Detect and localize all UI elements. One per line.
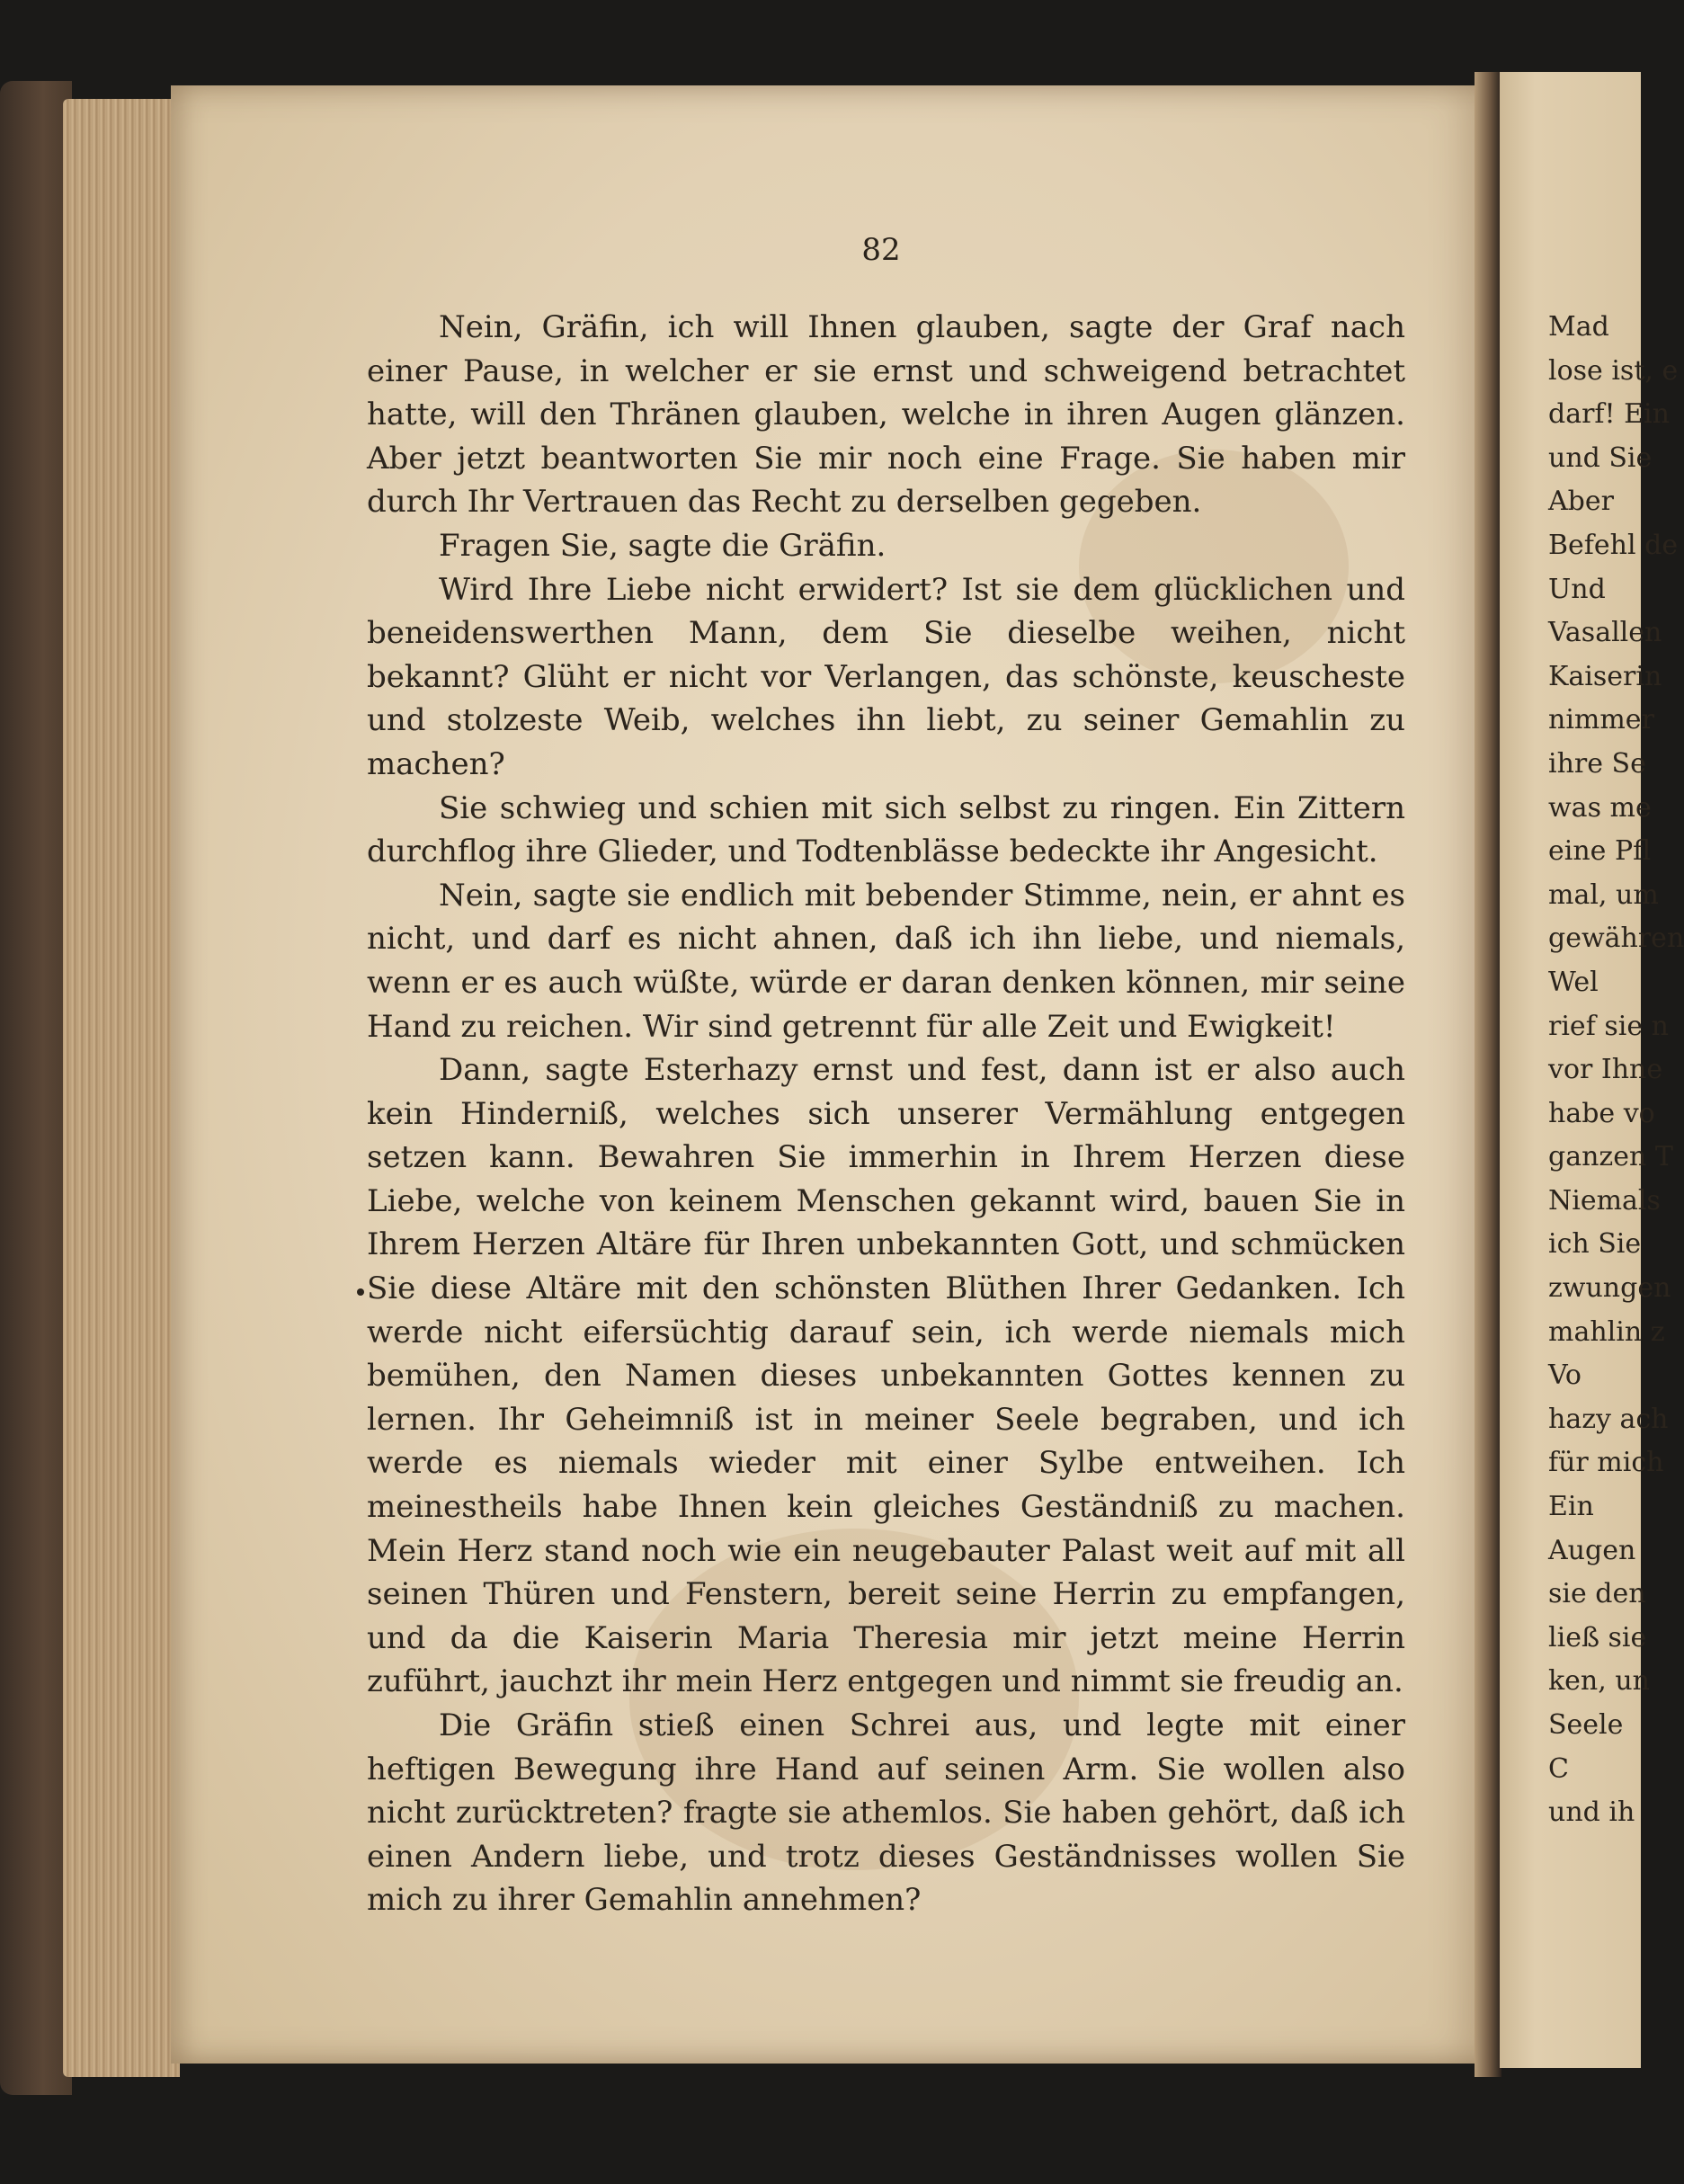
- paragraph: Sie schwieg und schien mit sich selbst zu ringen. Ein Zittern durchflog ihre Glieder, und Todtenblässe bedeckte ihr Angesicht.: [367, 789, 1405, 870]
- facing-page-line: Niemals: [1548, 1184, 1661, 1217]
- margin-mark: [357, 1288, 364, 1296]
- facing-page-line: Mad: [1548, 311, 1609, 343]
- page-edges: [63, 99, 180, 2077]
- paragraph: Dann, sagte Esterhazy ernst und fest, dann ist er also auch kein Hinderniß, welches sich unserer Vermählung entgegen setzen kann. Bewahren Sie immerhin in Ihrem Herzen diese Liebe, welche von keinem Menschen gekannt wird, bauen Sie in Ihrem Herzen Altäre für Ihren unbekannten Gott, und schmücken Sie diese Altäre mit den schönsten Blüthen Ihrer Gedanken. Ich werde nicht eifersüchtig darauf sein, ich werde niemals mich bemühen, den Namen dieses unbekannten Gottes kennen zu lernen. Ihr Geheimniß ist in meiner Seele begraben, und ich werde es niemals wieder mit einer Sylbe entweihen. Ich meinestheils habe Ihnen kein gleiches Geständniß zu machen. Mein Herz stand noch wie ein neugebauter Palast weit auf mit all seinen Thüren und Fenstern, bereit seine Herrin zu empfangen, und da die Kaiserin Maria Theresia mir jetzt meine Herrin zuführt, jauchzt ihr mein Herz entgegen und nimmt sie freudig an.: [367, 1052, 1405, 1700]
- facing-page-line: rief sie n: [1548, 1010, 1669, 1042]
- paragraph: Fragen Sie, sagte die Gräfin.: [439, 527, 887, 564]
- facing-page-line: und Sie: [1548, 441, 1653, 474]
- facing-page-line: ihre Se: [1548, 747, 1646, 780]
- facing-page-line: gewähren: [1548, 923, 1684, 955]
- facing-page-line: für mich: [1548, 1447, 1664, 1479]
- body-text: [367, 306, 1405, 1922]
- facing-page-line: Vasallen: [1548, 617, 1662, 649]
- facing-page-line: eine Pfl: [1548, 835, 1652, 868]
- book-cover-edge: [0, 81, 72, 2095]
- facing-page-line: was me: [1548, 791, 1652, 824]
- facing-page-line: vor Ihne: [1548, 1054, 1663, 1086]
- facing-page-line: habe vo: [1548, 1097, 1655, 1129]
- facing-page-line: hazy ach: [1548, 1403, 1669, 1435]
- facing-page-line: Befehl de: [1548, 529, 1679, 561]
- page-number: 82: [861, 232, 901, 268]
- facing-page-line: darf! Ein: [1548, 398, 1670, 431]
- facing-page-line: ich Sie: [1548, 1228, 1642, 1261]
- facing-page-line: nimmer: [1548, 704, 1654, 736]
- facing-page-line: mahlin z: [1548, 1315, 1665, 1348]
- facing-page-line: zwungen: [1548, 1272, 1671, 1305]
- facing-page-line: ließ sie: [1548, 1621, 1647, 1654]
- paragraph: Wird Ihre Liebe nicht erwidert? Ist sie dem glücklichen und beneidenswerthen Mann, dem Sie dieselbe weihen, nicht bekannt? Glüht er nicht vor Verlangen, das schönste, keuscheste und stolzeste Weib, welches ihn liebt, zu seiner Gemahlin zu machen?: [367, 571, 1405, 782]
- facing-page-line: Wel: [1548, 966, 1599, 998]
- facing-page-line: Augen: [1548, 1534, 1636, 1566]
- facing-page-line: Kaiserin: [1548, 660, 1662, 692]
- facing-page-line: Seele: [1548, 1709, 1624, 1741]
- facing-page-line: C: [1548, 1752, 1569, 1785]
- paragraph: Nein, Gräfin, ich will Ihnen glauben, sagte der Graf nach einer Pause, in welcher er sie ernst und schweigend betrachtet hatte, will den Thränen glauben, welche in ihren Augen glänzen. Aber jetzt beantworten Sie mir noch eine Frage. Sie haben mir durch Ihr Vertrauen das Recht zu derselben gegeben.: [367, 309, 1405, 521]
- facing-page-line: Und: [1548, 573, 1606, 605]
- facing-page-line: ken, un: [1548, 1665, 1650, 1698]
- facing-page-line: Vo: [1548, 1359, 1582, 1392]
- facing-page-line: sie den: [1548, 1578, 1646, 1610]
- facing-page-text: [1548, 306, 1684, 1835]
- facing-page-line: lose ist, e: [1548, 354, 1679, 387]
- paragraph: Die Gräfin stieß einen Schrei aus, und legte mit einer heftigen Bewegung ihre Hand auf seinen Arm. Sie wollen also nicht zurücktreten? fragte sie athemlos. Sie haben gehört, daß ich einen Andern liebe, und trotz dieses Geständnisses wollen Sie mich zu ihrer Gemahlin annehmen?: [367, 1707, 1405, 1919]
- facing-page-line: ganzen T: [1548, 1141, 1673, 1173]
- book-gutter: [1475, 72, 1501, 2077]
- facing-page-line: und ih: [1548, 1796, 1635, 1829]
- facing-page-line: mal, um: [1548, 878, 1659, 911]
- facing-page-line: Ein: [1548, 1491, 1594, 1523]
- paragraph: Nein, sagte sie endlich mit bebender Stimme, nein, er ahnt es nicht, und darf es nicht ahnen, daß ich ihn liebe, und niemals, wenn er es auch wüßte, würde er daran denken können, mir seine Hand zu reichen. Wir sind getrennt für alle Zeit und Ewigkeit!: [367, 877, 1405, 1045]
- facing-page-line: Aber: [1548, 486, 1614, 518]
